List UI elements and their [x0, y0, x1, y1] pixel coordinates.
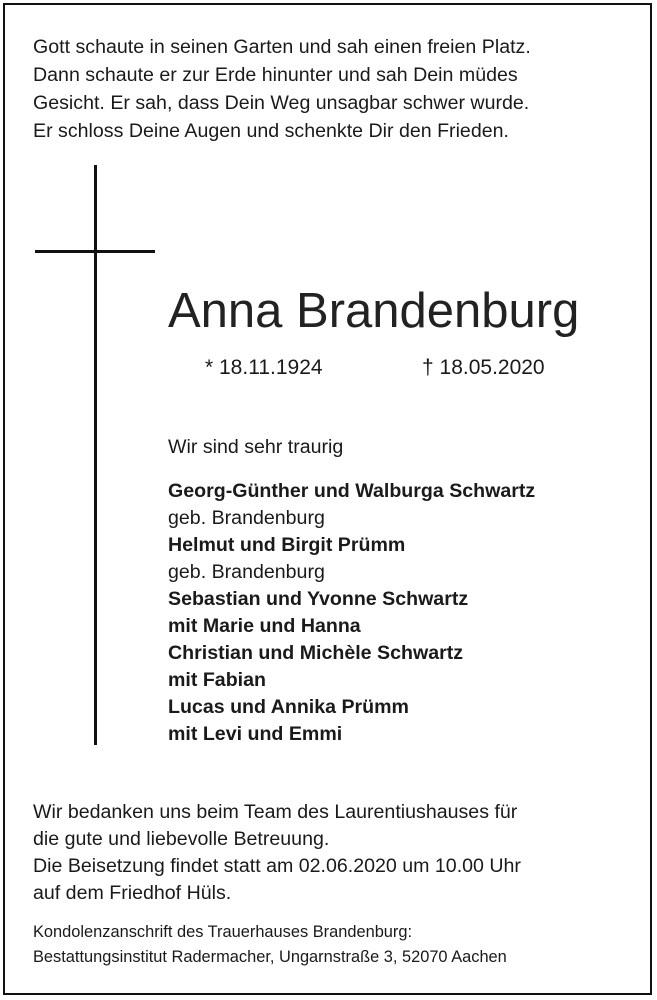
mourning-intro: Wir sind sehr traurig — [168, 436, 344, 458]
family-list — [168, 478, 535, 748]
condolence-line: Bestattungsinstitut Radermacher, Ungarnstraße 3, 52070 Aachen — [33, 948, 507, 966]
thanks-section — [33, 799, 633, 907]
condolence-line: Kondolenzanschrift des Trauerhauses Brandenburg: — [33, 923, 413, 941]
family-line: Sebastian und Yvonne Schwartz — [168, 588, 469, 610]
poem-line: Er schloss Deine Augen und schenkte Dir den Frieden. — [33, 120, 509, 142]
thanks-line: Die Beisetzung findet statt am 02.06.2020 um 10.00 Uhr — [33, 855, 521, 877]
poem — [33, 33, 633, 145]
deceased-name: Anna Brandenburg — [168, 284, 580, 338]
cross-bar — [35, 250, 155, 253]
family-line: mit Marie und Hanna — [168, 615, 361, 637]
family-line: Christian und Michèle Schwartz — [168, 642, 464, 664]
family-line: Helmut und Birgit Prümm — [168, 534, 406, 556]
poem-line: Dann schaute er zur Erde hinunter und sah Dein müdes — [33, 64, 518, 86]
family-line: mit Fabian — [168, 669, 266, 691]
poem-line: Gott schaute in seinen Garten und sah einen freien Platz. — [33, 36, 531, 58]
thanks-line: die gute und liebevolle Betreuung. — [33, 828, 330, 850]
birth-date: * 18.11.1924 — [205, 356, 323, 379]
family-line: geb. Brandenburg — [168, 507, 325, 529]
death-date: † 18.05.2020 — [422, 356, 545, 379]
thanks-line: Wir bedanken uns beim Team des Laurentiushauses für — [33, 801, 518, 823]
condolence-address — [33, 920, 643, 970]
thanks-line: auf dem Friedhof Hüls. — [33, 882, 232, 904]
family-line: geb. Brandenburg — [168, 561, 325, 583]
family-line: Lucas und Annika Prümm — [168, 696, 409, 718]
family-line: Georg-Günther und Walburga Schwartz — [168, 480, 536, 502]
family-line: mit Levi und Emmi — [168, 723, 343, 745]
poem-line: Gesicht. Er sah, dass Dein Weg unsagbar schwer wurde. — [33, 92, 530, 114]
